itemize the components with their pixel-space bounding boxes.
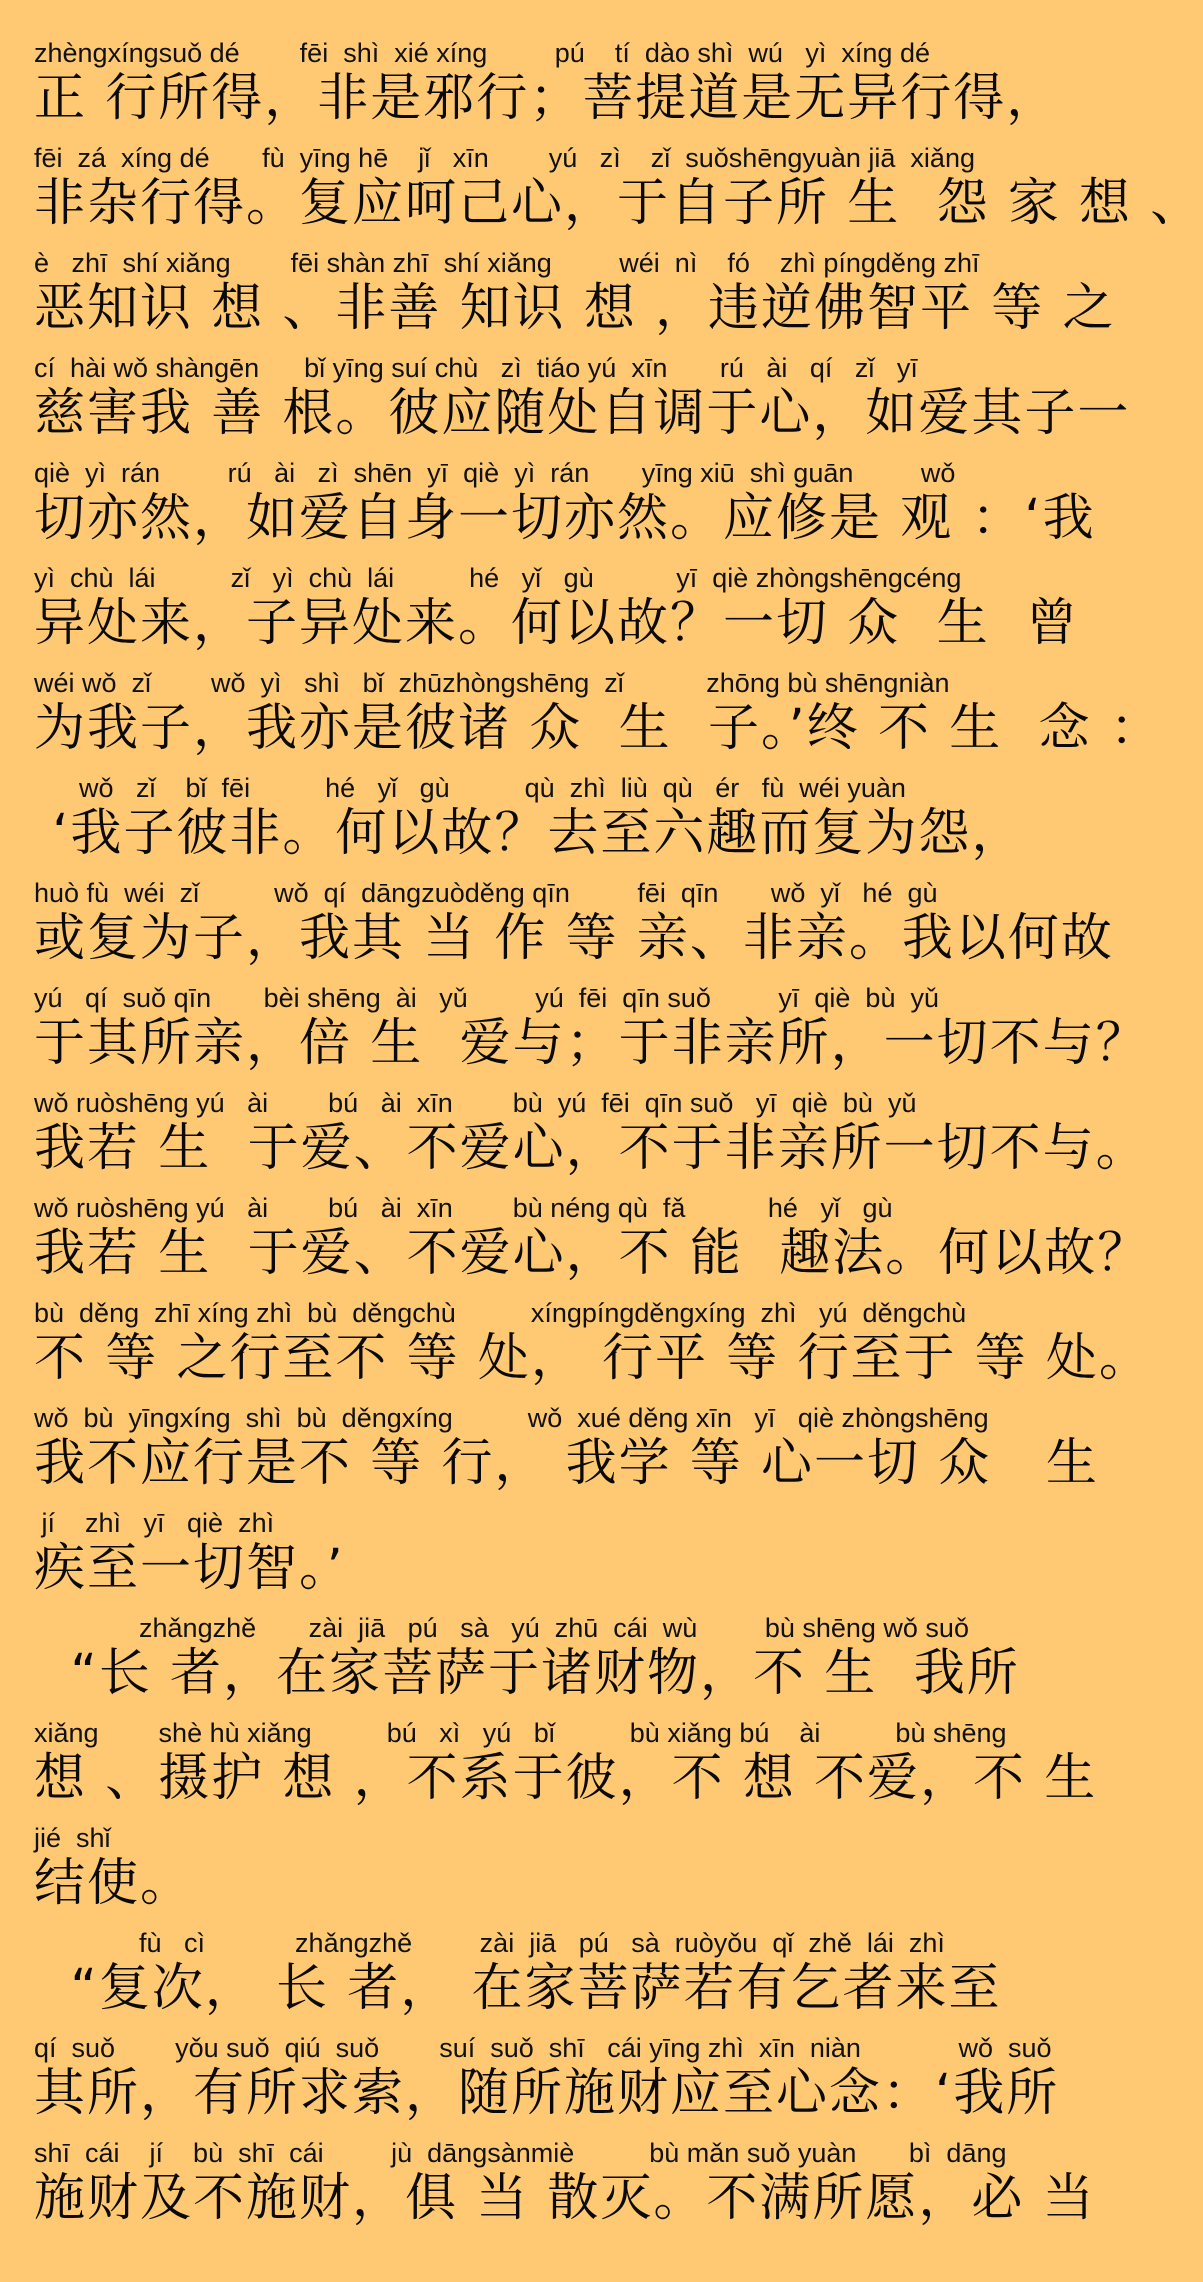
text-line: [34, 1508, 1046, 1613]
text-line: [34, 1823, 1046, 1928]
text-line: [34, 878, 1114, 983]
chinese-text: “复次， 长 者， 在家菩萨若有乞者来至: [34, 1959, 1002, 2018]
chinese-text: 非杂行得。复应呵己心，于自子所 生 怨 家 想 、: [34, 174, 1203, 233]
pinyin-annotation: wǒ ruòshēng yú ài bú ài xīn bù néng qù fǎ hé yǐ gù: [34, 1193, 893, 1223]
chinese-text: 恶知识 想 、非善 知识 想 ，违逆佛智平 等 之: [34, 279, 1116, 338]
chinese-text: “长 者，在家菩萨于诸财物，不 生 我所: [34, 1644, 1020, 1703]
pinyin-annotation: huò fù wéi zǐ wǒ qí dāngzuòděng qīn fēi qīn wǒ yǐ hé gù: [34, 878, 938, 908]
pinyin-annotation: wéi wǒ zǐ wǒ yì shì bǐ zhūzhòngshēng zǐ zhōng bù shēngniàn: [34, 668, 950, 698]
chinese-text: ‘我子彼非。何以故？去至六趣而复为怨，: [34, 804, 1025, 863]
chinese-text: 异处来，子异处来。何以故？一切 众 生 曾: [34, 594, 1080, 653]
text-line: [34, 1298, 1152, 1403]
text-line: [34, 563, 1080, 668]
pinyin-annotation: cí hài wǒ shàngēn bǐ yīng suí chù zì tiáo yú xīn rú ài qí zǐ yī: [34, 353, 918, 383]
chinese-text: 施财及不施财，俱 当 散灭。不满所愿，必 当: [34, 2169, 1096, 2228]
pinyin-annotation: jié shǐ: [34, 1823, 111, 1853]
chinese-text: 切亦然，如爱自身一切亦然。应修是 观 ：‘我: [34, 489, 1096, 548]
pinyin-annotation: wǒ zǐ bǐ fēi hé yǐ gù qù zhì liù qù ér fù wéi yuàn: [34, 773, 906, 803]
text-line: [34, 668, 1163, 773]
text-line: [34, 353, 1131, 458]
chinese-text: 正 行所得，非是邪行；菩提道是无异行得，: [34, 69, 1060, 128]
pinyin-annotation: shī cái jí bù shī cái jù dāngsànmiè bù mǎn suǒ yuàn bì dāng: [34, 2138, 1007, 2168]
chinese-text: 疾至一切智。’: [34, 1539, 345, 1598]
text-line: [34, 248, 1116, 353]
chinese-text: 我若 生 于爱、不爱心，不 能 趣法。何以故？: [34, 1224, 1151, 1283]
text-line: [34, 143, 1203, 248]
pinyin-annotation: zhǎngzhě zài jiā pú sà yú zhū cái wù bù shēng wǒ suǒ: [34, 1613, 969, 1643]
chinese-text: 慈害我 善 根。彼应随处自调于心，如爱其子一: [34, 384, 1131, 443]
text-line: [34, 773, 1046, 878]
text-line: [34, 1403, 1099, 1508]
chinese-text: 或复为子，我其 当 作 等 亲、非亲。我以何故: [34, 909, 1114, 968]
pinyin-annotation: qí suǒ yǒu suǒ qiú suǒ suí suǒ shī cái yīng zhì xīn niàn wǒ suǒ: [34, 2033, 1052, 2063]
pinyin-annotation: bù děng zhī xíng zhì bù děngchù xíngpíngděngxíng zhì yú děngchù: [34, 1298, 967, 1328]
text-line: [34, 458, 1096, 563]
chinese-text: 于其所亲，倍 生 爱与；于非亲所，一切不与？: [34, 1014, 1149, 1073]
chinese-text: 结使。: [34, 1854, 194, 1913]
pinyin-annotation: jí zhì yī qiè zhì: [34, 1508, 275, 1538]
pinyin-annotation: zhèngxíngsuǒ dé fēi shì xié xíng pú tí dào shì wú yì xíng dé: [34, 38, 930, 68]
text-line: [34, 983, 1149, 1088]
text-line: [34, 1088, 1149, 1193]
pinyin-annotation: yì chù lái zǐ yì chù lái hé yǐ gù yī qiè zhòngshēngcéng: [34, 563, 962, 593]
pinyin-annotation: qiè yì rán rú ài zì shēn yī qiè yì rán yīng xiū shì guān wǒ: [34, 458, 956, 488]
chinese-text: 想 、摄护 想 ，不系于彼，不 想 不爱，不 生: [34, 1749, 1098, 1808]
pinyin-annotation: è zhī shí xiǎng fēi shàn zhī shí xiǎng wéi nì fó zhì píngděng zhī: [34, 248, 980, 278]
text-line: [34, 2033, 1060, 2138]
chinese-text: 为我子，我亦是彼诸 众 生 子。’终 不 生 念 ：: [34, 699, 1163, 758]
pinyin-annotation: wǒ ruòshēng yú ài bú ài xīn bù yú fēi qīn suǒ yī qiè bù yǔ: [34, 1088, 917, 1118]
text-line: [34, 38, 1060, 143]
pinyin-annotation: fù cì zhǎngzhě zài jiā pú sà ruòyǒu qǐ zhě lái zhì: [34, 1928, 945, 1958]
pinyin-annotation: xiǎng shè hù xiǎng bú xì yú bǐ bù xiǎng bú ài bù shēng: [34, 1718, 1007, 1748]
chinese-text: 我不应行是不 等 行， 我学 等 心一切 众 生: [34, 1434, 1099, 1493]
text-line: [34, 1718, 1098, 1823]
text-line: [34, 2138, 1096, 2243]
chinese-text: 我若 生 于爱、不爱心，不于非亲所一切不与。: [34, 1119, 1149, 1178]
chinese-text: 其所，有所求索，随所施财应至心念：‘我所: [34, 2064, 1060, 2123]
pinyin-annotation: fēi zá xíng dé fù yīng hē jǐ xīn yú zì zǐ suǒshēngyuàn jiā xiǎng: [34, 143, 975, 173]
pinyin-annotation: yú qí suǒ qīn bèi shēng ài yǔ yú fēi qīn suǒ yī qiè bù yǔ: [34, 983, 939, 1013]
text-line: [34, 1613, 1046, 1718]
text-line: [34, 1928, 1046, 2033]
text-line: [34, 1193, 1151, 1298]
pinyin-annotation: wǒ bù yīngxíng shì bù děngxíng wǒ xué děng xīn yī qiè zhòngshēng: [34, 1403, 989, 1433]
chinese-text: 不 等 之行至不 等 处， 行平 等 行至于 等 处。: [34, 1329, 1152, 1388]
